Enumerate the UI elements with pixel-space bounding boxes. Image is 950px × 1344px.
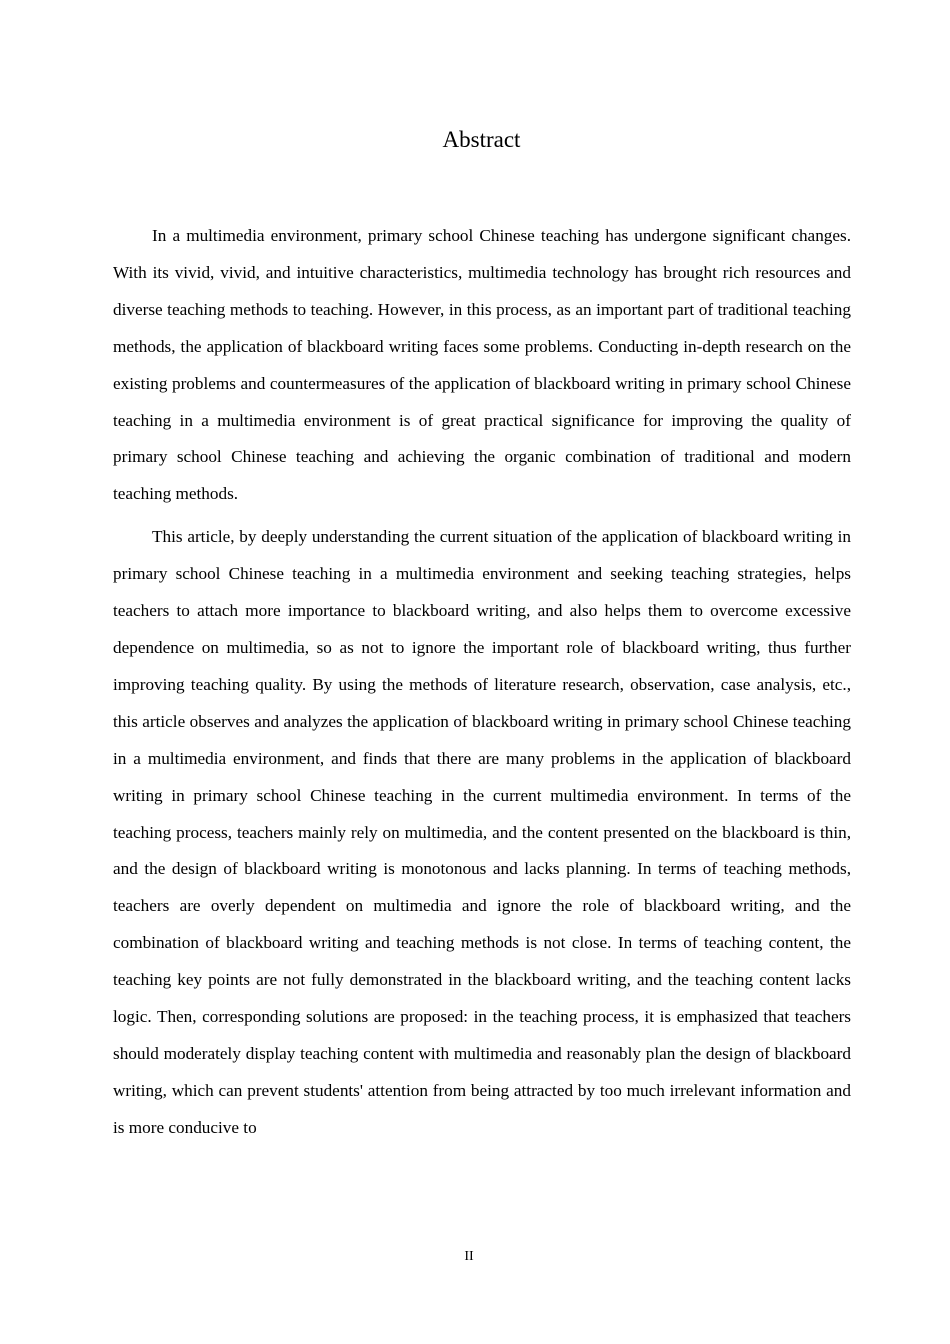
abstract-paragraph-1: In a multimedia environment, primary school Chinese teaching has undergone significant changes. With its vivid, vivid, and intuitive characteristics, multimedia technology has brought rich resources and diverse teaching methods to teaching. However, in this process, as an important part of traditional teaching methods, the application of blackboard writing faces some problems. Conducting in-depth research on the existing problems and countermeasures of the application of blackboard writing in primary school Chinese teaching in a multimedia environment is of great practical significance for improving the quality of primary school Chinese teaching and achieving the organic combination of traditional and modern teaching methods.: [113, 226, 851, 504]
page-title: Abstract: [442, 127, 521, 152]
page-number: II: [464, 1249, 474, 1264]
abstract-paragraph-2: This article, by deeply understanding the current situation of the application of blackboard writing in primary school Chinese teaching in a multimedia environment and seeking teaching strategies, helps teachers to attach more importance to blackboard writing, and also helps them to overcome excessive dependence on multimedia, so as not to ignore the important role of blackboard writing, thus further improving teaching quality. By using the methods of literature research, observation, case analysis, etc., this article observes and analyzes the application of blackboard writing in primary school Chinese teaching in a multimedia environment, and finds that there are many problems in the application of blackboard writing in primary school Chinese teaching in the current multimedia environment. In terms of the teaching process, teachers mainly rely on multimedia, and the content presented on the blackboard is thin, and the design of blackboard writing is monotonous and lacks planning. In terms of teaching methods, teachers are overly dependent on multimedia and ignore the role of blackboard writing, and the combination of blackboard writing and teaching methods is not close. In terms of teaching content, the teaching key points are not fully demonstrated in the blackboard writing, and the teaching content lacks logic. Then, corresponding solutions are proposed: in the teaching process, it is emphasized that teachers should moderately display teaching content with multimedia and reasonably plan the design of blackboard writing, which can prevent students' attention from being attracted by too much irrelevant information and is more conducive to: [113, 527, 851, 1137]
abstract-body: [113, 218, 851, 1153]
